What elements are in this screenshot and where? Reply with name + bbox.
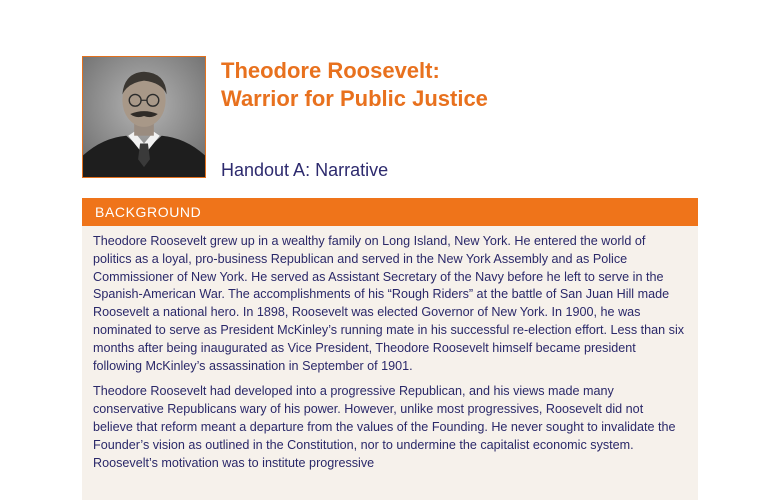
roosevelt-portrait-image — [83, 57, 205, 177]
handout-subtitle: Handout A: Narrative — [221, 160, 389, 180]
section-heading: BACKGROUND — [82, 198, 698, 226]
title-line-1: Theodore Roosevelt: — [221, 58, 440, 83]
background-section — [82, 198, 698, 500]
title-line-2: Warrior for Public Justice — [221, 86, 488, 111]
section-body — [82, 226, 698, 472]
paragraph: Theodore Roosevelt had developed into a progressive Republican, and his views made many conservative Republicans wary of his power. However, unlike most progressives, Roosevelt did not believe that reform meant a departure from the values of the Founding. He never sought to invalidate the Founder’s vision as outlined in the Constitution, nor to undermine the capitalist economic system. Roosevelt’s motivation was to institute progressive — [93, 384, 676, 470]
page-title — [221, 57, 488, 113]
paragraph: Theodore Roosevelt grew up in a wealthy family on Long Island, New York. He entered the world of politics as a loyal, pro-business Republican and served in the New York Assembly and as Police Commissioner of New York. He served as Assistant Secretary of the Navy before he left to serve in the Spanish-American War. The accomplishments of his “Rough Riders” at the battle of San Juan Hill made Roosevelt a national hero. In 1898, Roosevelt was elected Governor of New York. In 1900, he was nominated to serve as President McKinley’s running mate in his successful re-election effort. Less than six months after being inaugurated as Vice President, Theodore Roosevelt himself became president following McKinley’s assassination in September of 1901. — [93, 234, 685, 373]
portrait-photo — [82, 56, 206, 178]
